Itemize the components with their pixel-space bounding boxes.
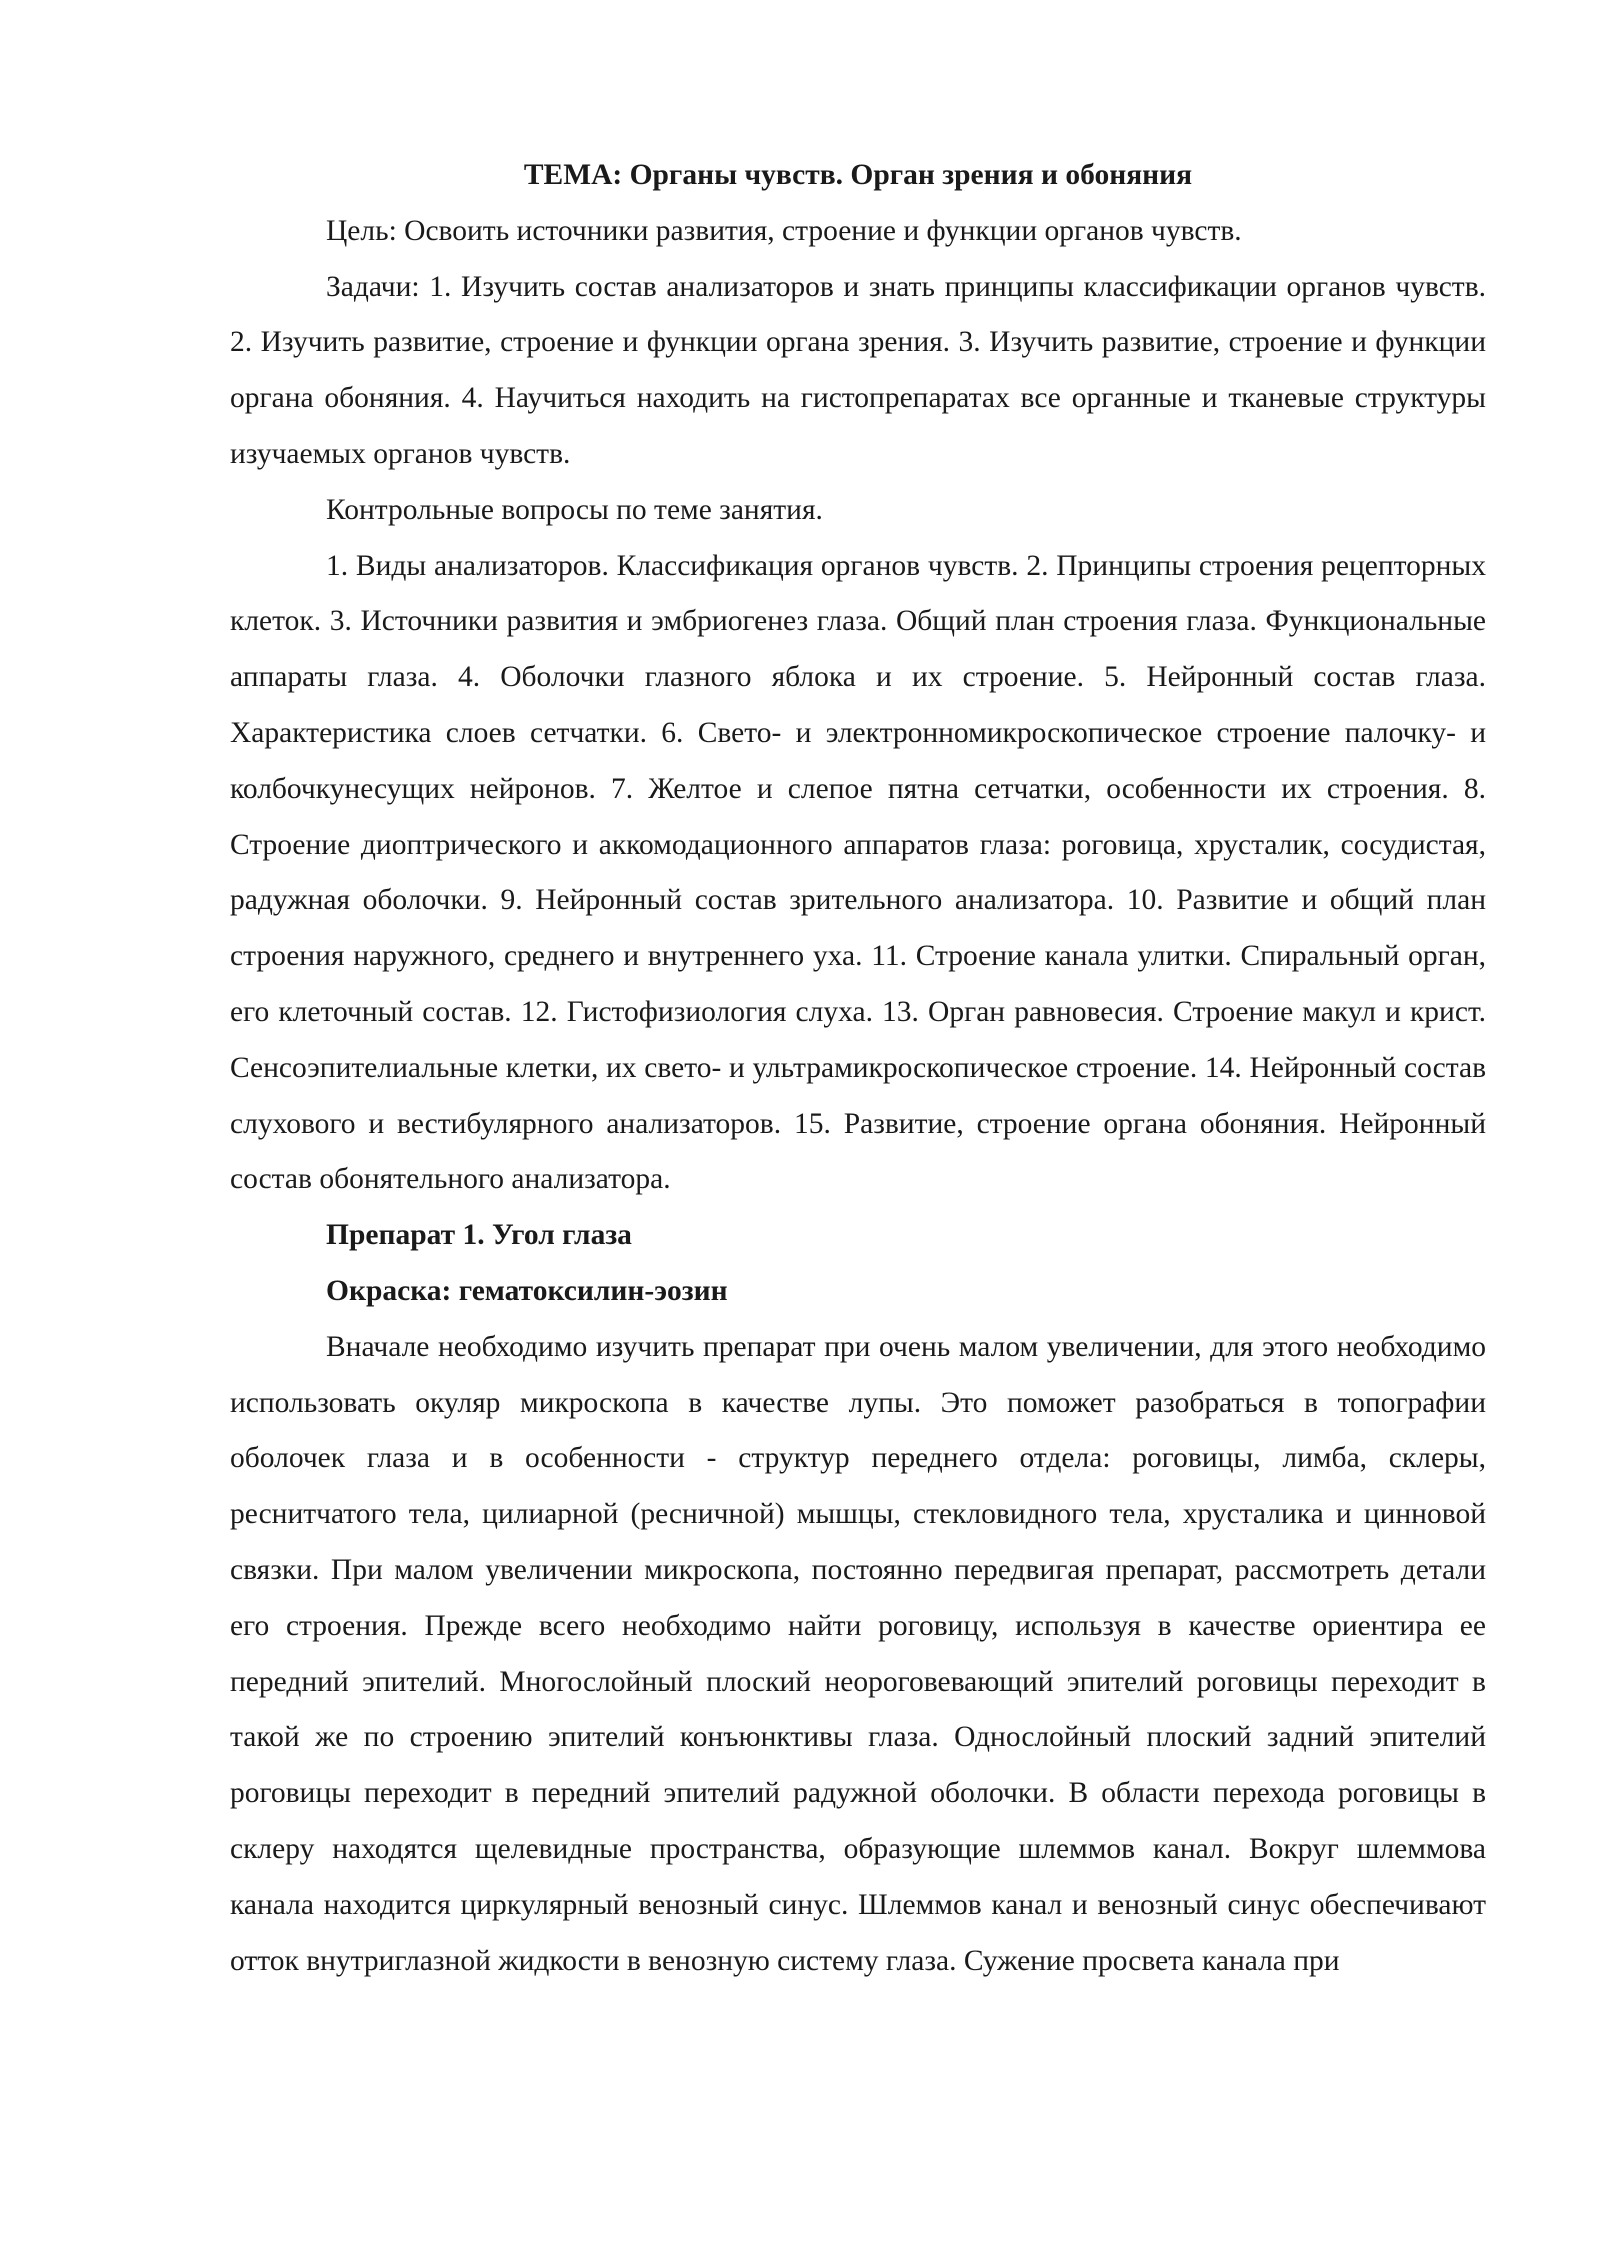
document-content	[230, 148, 1486, 1989]
questions-heading: Контрольные вопросы по теме занятия.	[326, 493, 823, 526]
stain-heading: Окраска: гематоксилин-эозин	[326, 1274, 728, 1307]
body-paragraph: Вначале необходимо изучить препарат при очень малом увеличении, для этого необходимо использовать окуляр микроскопа в качестве лупы. Это поможет разобраться в топографии оболочек глаза и в особенности - структур переднего отдела: роговицы, лимба, склеры, реснитчатого тела, цилиарной (ресничной) мышцы, стекловидного тела, хрусталика и цинновой связки. При малом увеличении микроскопа, постоянно передвигая препарат, рассмотреть детали его строения. Прежде всего необходимо найти роговицу, используя в качестве ориентира ее передний эпителий. Многослойный плоский неороговевающий эпителий роговицы переходит в такой же по строению эпителий конъюнктивы глаза. Однослойный плоский задний эпителий роговицы переходит в передний эпителий радужной оболочки. В области перехода роговицы в склеру находятся щелевидные пространства, образующие шлеммов канал. Вокруг шлеммова канала находится циркулярный венозный синус. Шлеммов канал и венозный синус обеспечивают отток внутриглазной жидкости в венозную систему глаза. Сужение просвета канала при	[230, 1330, 1486, 1977]
tasks-paragraph: Задачи: 1. Изучить состав анализаторов и знать принципы классификации органов чувств. 2. Изучить развитие, строение и функции органа зрения. 3. Изучить развитие, строение и функции органа обоняния. 4. Научиться находить на гистопрепаратах все органные и тканевые структуры изучаемых органов чувств.	[230, 270, 1486, 470]
goal-paragraph: Цель: Освоить источники развития, строение и функции органов чувств.	[326, 214, 1242, 247]
document-title: ТЕМА: Органы чувств. Орган зрения и обоняния	[523, 159, 1193, 191]
specimen-heading: Препарат 1. Угол глаза	[326, 1219, 632, 1252]
questions-paragraph: 1. Виды анализаторов. Классификация органов чувств. 2. Принципы строения рецепторных клеток. 3. Источники развития и эмбриогенез глаза. Общий план строения глаза. Функциональные аппараты глаза. 4. Оболочки глазного яблока и их строение. 5. Нейронный состав глаза. Характеристика слоев сетчатки. 6. Свето- и электронномикроскопическое строение палочку- и колбочкунесущих нейронов. 7. Желтое и слепое пятна сетчатки, особенности их строения. 8. Строение диоптрического и аккомодационного аппаратов глаза: роговица, хрусталик, сосудистая, радужная оболочки. 9. Нейронный состав зрительного анализатора. 10. Развитие и общий план строения наружного, среднего и внутреннего уха. 11. Строение канала улитки. Спиральный орган, его клеточный состав. 12. Гистофизиология слуха. 13. Орган равновесия. Строение макул и крист. Сенсоэпителиальные клетки, их свето- и ультрамикроскопическое строение. 14. Нейронный состав слухового и вестибулярного анализаторов. 15. Развитие, строение органа обоняния. Нейронный состав обонятельного анализатора.	[230, 549, 1486, 1196]
